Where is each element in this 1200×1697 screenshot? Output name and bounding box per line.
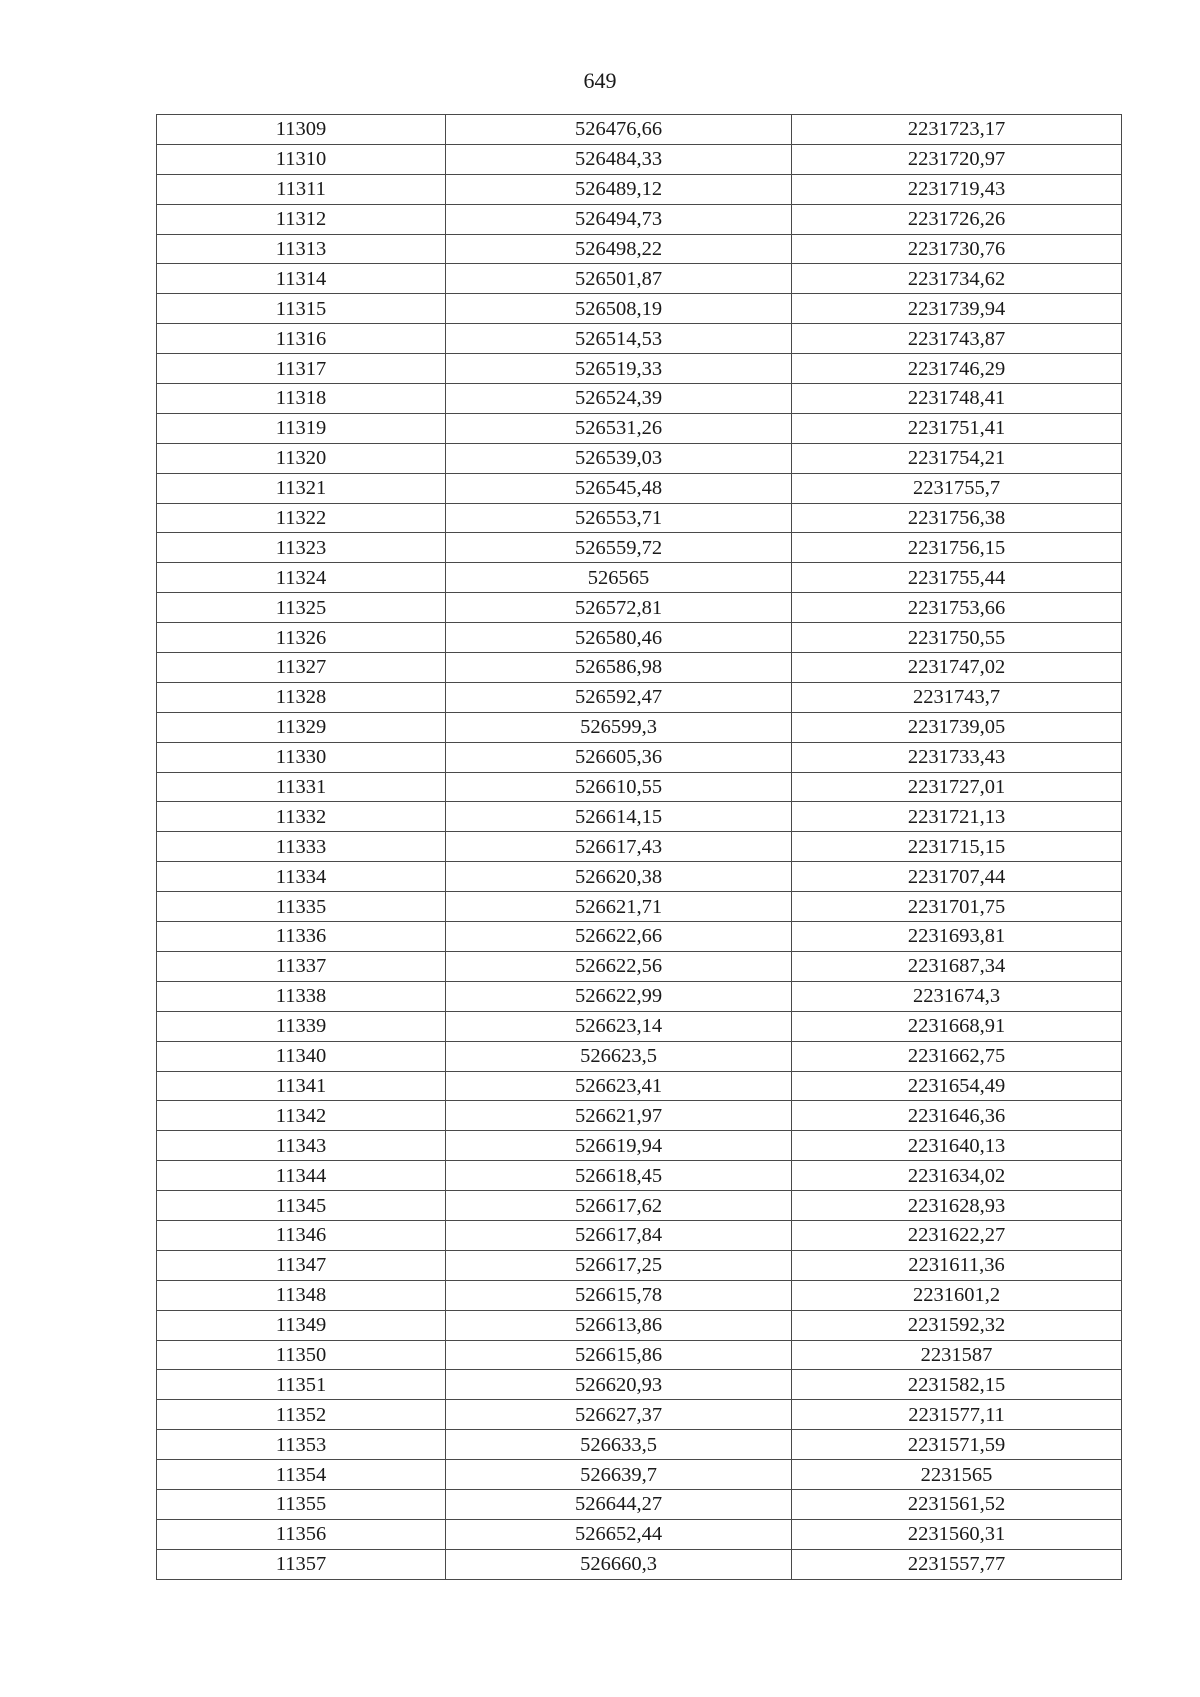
y-coordinate-cell: 2231739,05 [792,712,1122,742]
x-coordinate-cell: 526599,3 [446,712,792,742]
y-coordinate-cell: 2231719,43 [792,174,1122,204]
y-coordinate-cell: 2231756,38 [792,503,1122,533]
y-coordinate-cell: 2231674,3 [792,981,1122,1011]
table-row [157,144,1122,174]
y-coordinate-cell: 2231734,62 [792,264,1122,294]
x-coordinate-cell: 526539,03 [446,443,792,473]
x-coordinate-cell: 526519,33 [446,354,792,384]
y-coordinate-cell: 2231755,44 [792,563,1122,593]
x-coordinate-cell: 526565 [446,563,792,593]
x-coordinate-cell: 526605,36 [446,742,792,772]
x-coordinate-cell: 526610,55 [446,772,792,802]
y-coordinate-cell: 2231561,52 [792,1489,1122,1519]
point-number-cell: 11321 [157,473,446,503]
y-coordinate-cell: 2231727,01 [792,772,1122,802]
y-coordinate-cell: 2231646,36 [792,1101,1122,1131]
table-row [157,922,1122,952]
y-coordinate-cell: 2231628,93 [792,1191,1122,1221]
x-coordinate-cell: 526623,5 [446,1041,792,1071]
point-number-cell: 11342 [157,1101,446,1131]
point-number-cell: 11352 [157,1400,446,1430]
table-row [157,593,1122,623]
table-row [157,1280,1122,1310]
table-row [157,1549,1122,1579]
y-coordinate-cell: 2231726,26 [792,204,1122,234]
x-coordinate-cell: 526545,48 [446,473,792,503]
table-row [157,1041,1122,1071]
point-number-cell: 11314 [157,264,446,294]
y-coordinate-cell: 2231662,75 [792,1041,1122,1071]
point-number-cell: 11313 [157,234,446,264]
point-number-cell: 11355 [157,1489,446,1519]
point-number-cell: 11324 [157,563,446,593]
point-number-cell: 11338 [157,981,446,1011]
table-row [157,1250,1122,1280]
coordinates-table-body [157,115,1122,1580]
point-number-cell: 11328 [157,682,446,712]
point-number-cell: 11346 [157,1220,446,1250]
point-number-cell: 11348 [157,1280,446,1310]
y-coordinate-cell: 2231640,13 [792,1131,1122,1161]
table-row [157,1340,1122,1370]
x-coordinate-cell: 526633,5 [446,1430,792,1460]
point-number-cell: 11341 [157,1071,446,1101]
y-coordinate-cell: 2231707,44 [792,862,1122,892]
point-number-cell: 11326 [157,623,446,653]
table-row [157,1519,1122,1549]
point-number-cell: 11345 [157,1191,446,1221]
table-row [157,742,1122,772]
y-coordinate-cell: 2231577,11 [792,1400,1122,1430]
table-row [157,443,1122,473]
table-row [157,503,1122,533]
point-number-cell: 11310 [157,144,446,174]
y-coordinate-cell: 2231557,77 [792,1549,1122,1579]
y-coordinate-cell: 2231720,97 [792,144,1122,174]
y-coordinate-cell: 2231730,76 [792,234,1122,264]
table-row [157,712,1122,742]
y-coordinate-cell: 2231753,66 [792,593,1122,623]
table-row [157,1011,1122,1041]
y-coordinate-cell: 2231611,36 [792,1250,1122,1280]
y-coordinate-cell: 2231701,75 [792,892,1122,922]
x-coordinate-cell: 526623,41 [446,1071,792,1101]
y-coordinate-cell: 2231747,02 [792,653,1122,683]
y-coordinate-cell: 2231733,43 [792,742,1122,772]
point-number-cell: 11320 [157,443,446,473]
y-coordinate-cell: 2231715,15 [792,832,1122,862]
table-row [157,832,1122,862]
x-coordinate-cell: 526614,15 [446,802,792,832]
table-row [157,1460,1122,1490]
table-row [157,1101,1122,1131]
y-coordinate-cell: 2231743,7 [792,682,1122,712]
table-row [157,951,1122,981]
table-row [157,115,1122,145]
point-number-cell: 11340 [157,1041,446,1071]
x-coordinate-cell: 526617,84 [446,1220,792,1250]
x-coordinate-cell: 526621,97 [446,1101,792,1131]
x-coordinate-cell: 526489,12 [446,174,792,204]
table-row [157,384,1122,414]
y-coordinate-cell: 2231622,27 [792,1220,1122,1250]
point-number-cell: 11349 [157,1310,446,1340]
point-number-cell: 11332 [157,802,446,832]
point-number-cell: 11350 [157,1340,446,1370]
x-coordinate-cell: 526617,43 [446,832,792,862]
table-row [157,1310,1122,1340]
x-coordinate-cell: 526627,37 [446,1400,792,1430]
point-number-cell: 11316 [157,324,446,354]
table-row [157,294,1122,324]
x-coordinate-cell: 526615,78 [446,1280,792,1310]
y-coordinate-cell: 2231634,02 [792,1161,1122,1191]
point-number-cell: 11343 [157,1131,446,1161]
point-number-cell: 11312 [157,204,446,234]
table-row [157,1370,1122,1400]
x-coordinate-cell: 526586,98 [446,653,792,683]
x-coordinate-cell: 526652,44 [446,1519,792,1549]
x-coordinate-cell: 526592,47 [446,682,792,712]
point-number-cell: 11356 [157,1519,446,1549]
x-coordinate-cell: 526553,71 [446,503,792,533]
x-coordinate-cell: 526644,27 [446,1489,792,1519]
x-coordinate-cell: 526572,81 [446,593,792,623]
x-coordinate-cell: 526531,26 [446,413,792,443]
x-coordinate-cell: 526639,7 [446,1460,792,1490]
x-coordinate-cell: 526559,72 [446,533,792,563]
x-coordinate-cell: 526621,71 [446,892,792,922]
table-row [157,354,1122,384]
x-coordinate-cell: 526501,87 [446,264,792,294]
table-row [157,862,1122,892]
table-row [157,772,1122,802]
x-coordinate-cell: 526620,93 [446,1370,792,1400]
x-coordinate-cell: 526484,33 [446,144,792,174]
table-row [157,264,1122,294]
y-coordinate-cell: 2231755,7 [792,473,1122,503]
point-number-cell: 11337 [157,951,446,981]
table-row [157,1430,1122,1460]
table-row [157,1489,1122,1519]
x-coordinate-cell: 526580,46 [446,623,792,653]
y-coordinate-cell: 2231654,49 [792,1071,1122,1101]
point-number-cell: 11317 [157,354,446,384]
x-coordinate-cell: 526660,3 [446,1549,792,1579]
table-row [157,623,1122,653]
y-coordinate-cell: 2231571,59 [792,1430,1122,1460]
y-coordinate-cell: 2231592,32 [792,1310,1122,1340]
table-row [157,981,1122,1011]
y-coordinate-cell: 2231739,94 [792,294,1122,324]
x-coordinate-cell: 526622,66 [446,922,792,952]
y-coordinate-cell: 2231587 [792,1340,1122,1370]
y-coordinate-cell: 2231565 [792,1460,1122,1490]
point-number-cell: 11323 [157,533,446,563]
x-coordinate-cell: 526514,53 [446,324,792,354]
x-coordinate-cell: 526617,62 [446,1191,792,1221]
point-number-cell: 11334 [157,862,446,892]
point-number-cell: 11351 [157,1370,446,1400]
table-row [157,533,1122,563]
y-coordinate-cell: 2231746,29 [792,354,1122,384]
y-coordinate-cell: 2231751,41 [792,413,1122,443]
y-coordinate-cell: 2231743,87 [792,324,1122,354]
table-row [157,1161,1122,1191]
x-coordinate-cell: 526619,94 [446,1131,792,1161]
y-coordinate-cell: 2231723,17 [792,115,1122,145]
point-number-cell: 11344 [157,1161,446,1191]
table-row [157,802,1122,832]
page-number: 649 [583,68,617,93]
x-coordinate-cell: 526622,56 [446,951,792,981]
coordinates-table [156,114,1122,1580]
y-coordinate-cell: 2231750,55 [792,623,1122,653]
point-number-cell: 11318 [157,384,446,414]
point-number-cell: 11309 [157,115,446,145]
table-row [157,174,1122,204]
table-row [157,1071,1122,1101]
x-coordinate-cell: 526494,73 [446,204,792,234]
x-coordinate-cell: 526613,86 [446,1310,792,1340]
y-coordinate-cell: 2231748,41 [792,384,1122,414]
table-row [157,682,1122,712]
x-coordinate-cell: 526620,38 [446,862,792,892]
point-number-cell: 11330 [157,742,446,772]
table-row [157,563,1122,593]
point-number-cell: 11354 [157,1460,446,1490]
y-coordinate-cell: 2231756,15 [792,533,1122,563]
point-number-cell: 11311 [157,174,446,204]
x-coordinate-cell: 526623,14 [446,1011,792,1041]
y-coordinate-cell: 2231693,81 [792,922,1122,952]
y-coordinate-cell: 2231582,15 [792,1370,1122,1400]
y-coordinate-cell: 2231754,21 [792,443,1122,473]
y-coordinate-cell: 2231560,31 [792,1519,1122,1549]
x-coordinate-cell: 526622,99 [446,981,792,1011]
y-coordinate-cell: 2231668,91 [792,1011,1122,1041]
table-row [157,413,1122,443]
x-coordinate-cell: 526476,66 [446,115,792,145]
table-row [157,1191,1122,1221]
point-number-cell: 11339 [157,1011,446,1041]
point-number-cell: 11315 [157,294,446,324]
point-number-cell: 11347 [157,1250,446,1280]
point-number-cell: 11325 [157,593,446,623]
x-coordinate-cell: 526498,22 [446,234,792,264]
table-row [157,1131,1122,1161]
point-number-cell: 11335 [157,892,446,922]
point-number-cell: 11319 [157,413,446,443]
table-row [157,234,1122,264]
table-row [157,204,1122,234]
point-number-cell: 11333 [157,832,446,862]
point-number-cell: 11336 [157,922,446,952]
point-number-cell: 11322 [157,503,446,533]
y-coordinate-cell: 2231601,2 [792,1280,1122,1310]
x-coordinate-cell: 526617,25 [446,1250,792,1280]
table-row [157,653,1122,683]
x-coordinate-cell: 526524,39 [446,384,792,414]
table-row [157,1220,1122,1250]
point-number-cell: 11329 [157,712,446,742]
table-row [157,892,1122,922]
x-coordinate-cell: 526508,19 [446,294,792,324]
y-coordinate-cell: 2231721,13 [792,802,1122,832]
point-number-cell: 11353 [157,1430,446,1460]
x-coordinate-cell: 526615,86 [446,1340,792,1370]
x-coordinate-cell: 526618,45 [446,1161,792,1191]
point-number-cell: 11327 [157,653,446,683]
point-number-cell: 11331 [157,772,446,802]
table-row [157,324,1122,354]
point-number-cell: 11357 [157,1549,446,1579]
table-row [157,1400,1122,1430]
table-row [157,473,1122,503]
y-coordinate-cell: 2231687,34 [792,951,1122,981]
